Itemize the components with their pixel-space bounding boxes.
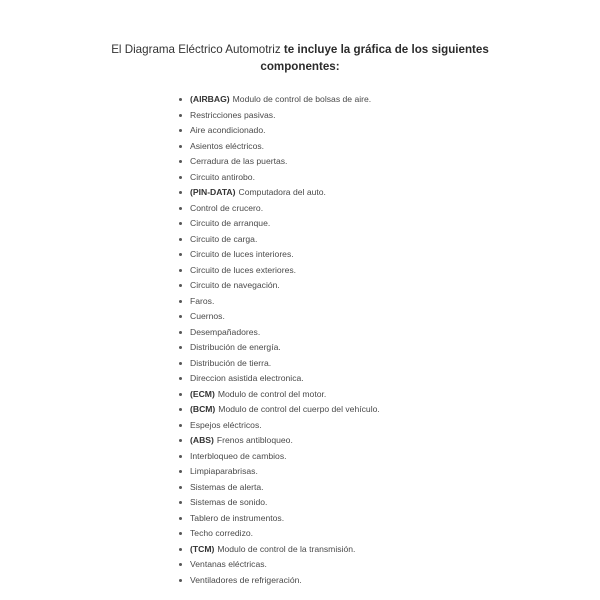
intro-line-2: componentes: (260, 60, 340, 73)
component-code: (ECM) (190, 388, 215, 399)
list-item (190, 263, 590, 279)
bullet-icon (179, 455, 182, 458)
bullet-icon (179, 253, 182, 256)
component-list (190, 92, 590, 588)
bullet-icon (179, 439, 182, 442)
list-item (190, 294, 590, 310)
list-item (190, 511, 590, 527)
bullet-icon (179, 501, 182, 504)
bullet-icon (179, 532, 182, 535)
component-name: Direccion asistida electronica. (190, 373, 304, 383)
bullet-icon (179, 238, 182, 241)
bullet-icon (179, 145, 182, 148)
bullet-icon (179, 269, 182, 272)
list-item (190, 278, 590, 294)
list-item (190, 340, 590, 356)
component-name: Desempañadores. (190, 326, 261, 337)
list-item (190, 371, 590, 387)
component-name: Ventiladores de refrigeración. (190, 574, 302, 585)
bullet-icon (179, 362, 182, 365)
bullet-icon (179, 222, 182, 225)
component-name: Sistemas de sonido. (190, 497, 268, 507)
list-item (190, 557, 590, 573)
component-name: Techo corredizo. (190, 528, 254, 538)
component-name: Tablero de instrumentos. (190, 512, 285, 523)
bullet-icon (179, 486, 182, 489)
component-name: Distribución de energía. (190, 342, 281, 352)
component-code: (TCM) (190, 543, 215, 554)
intro-plain-text: El Diagrama Eléctrico Automotriz (111, 43, 284, 56)
list-item (190, 154, 590, 170)
list-item (190, 185, 590, 201)
component-name: Modulo de control de bolsas de aire. (232, 94, 372, 104)
bullet-icon (179, 470, 182, 473)
component-name: Computadora del auto. (238, 187, 326, 197)
bullet-icon (179, 346, 182, 349)
bullet-icon (179, 284, 182, 287)
component-name: Limpiaparabrisas. (190, 466, 258, 476)
bullet-icon (179, 408, 182, 411)
list-item (190, 139, 590, 155)
component-name: Frenos antibloqueo. (216, 435, 293, 445)
bullet-icon (179, 98, 182, 101)
bullet-icon (179, 331, 182, 334)
component-name: Modulo de control del motor. (217, 388, 327, 399)
component-name: Circuito de carga. (190, 233, 258, 244)
list-item (190, 309, 590, 325)
bullet-icon (179, 129, 182, 132)
component-code: (ABS) (190, 435, 214, 445)
intro-line-1 (0, 41, 600, 58)
bullet-icon (179, 393, 182, 396)
list-item (190, 542, 590, 558)
bullet-icon (179, 424, 182, 427)
component-code: (AIRBAG) (190, 94, 230, 104)
list-item (190, 216, 590, 232)
component-code: (BCM) (190, 404, 216, 414)
component-name: Circuito de arranque. (190, 218, 271, 228)
bullet-icon (179, 191, 182, 194)
list-item (190, 402, 590, 418)
component-name: Modulo de control de la transmisión. (217, 543, 356, 554)
list-item (190, 232, 590, 248)
list-item (190, 92, 590, 108)
component-name: Restricciones pasivas. (190, 109, 276, 120)
list-item (190, 247, 590, 263)
component-name: Circuito antirobo. (190, 171, 255, 182)
list-item (190, 464, 590, 480)
bullet-icon (179, 579, 182, 582)
list-item (190, 356, 590, 372)
list-item (190, 123, 590, 139)
bullet-icon (179, 176, 182, 179)
list-item (190, 495, 590, 511)
component-name: Asientos eléctricos. (190, 140, 265, 151)
bullet-icon (179, 563, 182, 566)
list-item (190, 418, 590, 434)
component-name: Aire acondicionado. (190, 125, 266, 135)
component-name: Cuernos. (190, 311, 225, 321)
list-item (190, 325, 590, 341)
list-item (190, 108, 590, 124)
bullet-icon (179, 315, 182, 318)
component-name: Espejos eléctricos. (190, 419, 262, 430)
component-name: Circuito de navegación. (190, 280, 280, 290)
list-item (190, 433, 590, 449)
component-name: Circuito de luces exteriores. (190, 264, 297, 275)
intro-bold-text: te incluye la gráfica de los siguientes (283, 43, 489, 56)
component-name: Sistemas de alerta. (190, 481, 264, 492)
intro-paragraph (0, 41, 600, 75)
bullet-icon (179, 300, 182, 303)
bullet-icon (179, 207, 182, 210)
list-item (190, 387, 590, 403)
list-item (190, 526, 590, 542)
component-name: Control de crucero. (190, 202, 264, 213)
component-name: Interbloqueo de cambios. (190, 450, 287, 461)
component-name: Cerradura de las puertas. (190, 156, 288, 166)
list-item (190, 201, 590, 217)
component-name: Ventanas eléctricas. (190, 559, 267, 569)
bullet-icon (179, 377, 182, 380)
bullet-icon (179, 548, 182, 551)
component-name: Circuito de luces interiores. (190, 249, 294, 259)
list-item (190, 573, 590, 589)
component-name: Faros. (190, 295, 215, 306)
bullet-icon (179, 517, 182, 520)
component-code: (PIN-DATA) (190, 187, 236, 197)
component-name: Distribución de tierra. (190, 357, 272, 368)
bullet-icon (179, 114, 182, 117)
component-name: Modulo de control del cuerpo del vehículo. (218, 404, 380, 414)
bullet-icon (179, 160, 182, 163)
list-item (190, 449, 590, 465)
list-item (190, 480, 590, 496)
list-item (190, 170, 590, 186)
